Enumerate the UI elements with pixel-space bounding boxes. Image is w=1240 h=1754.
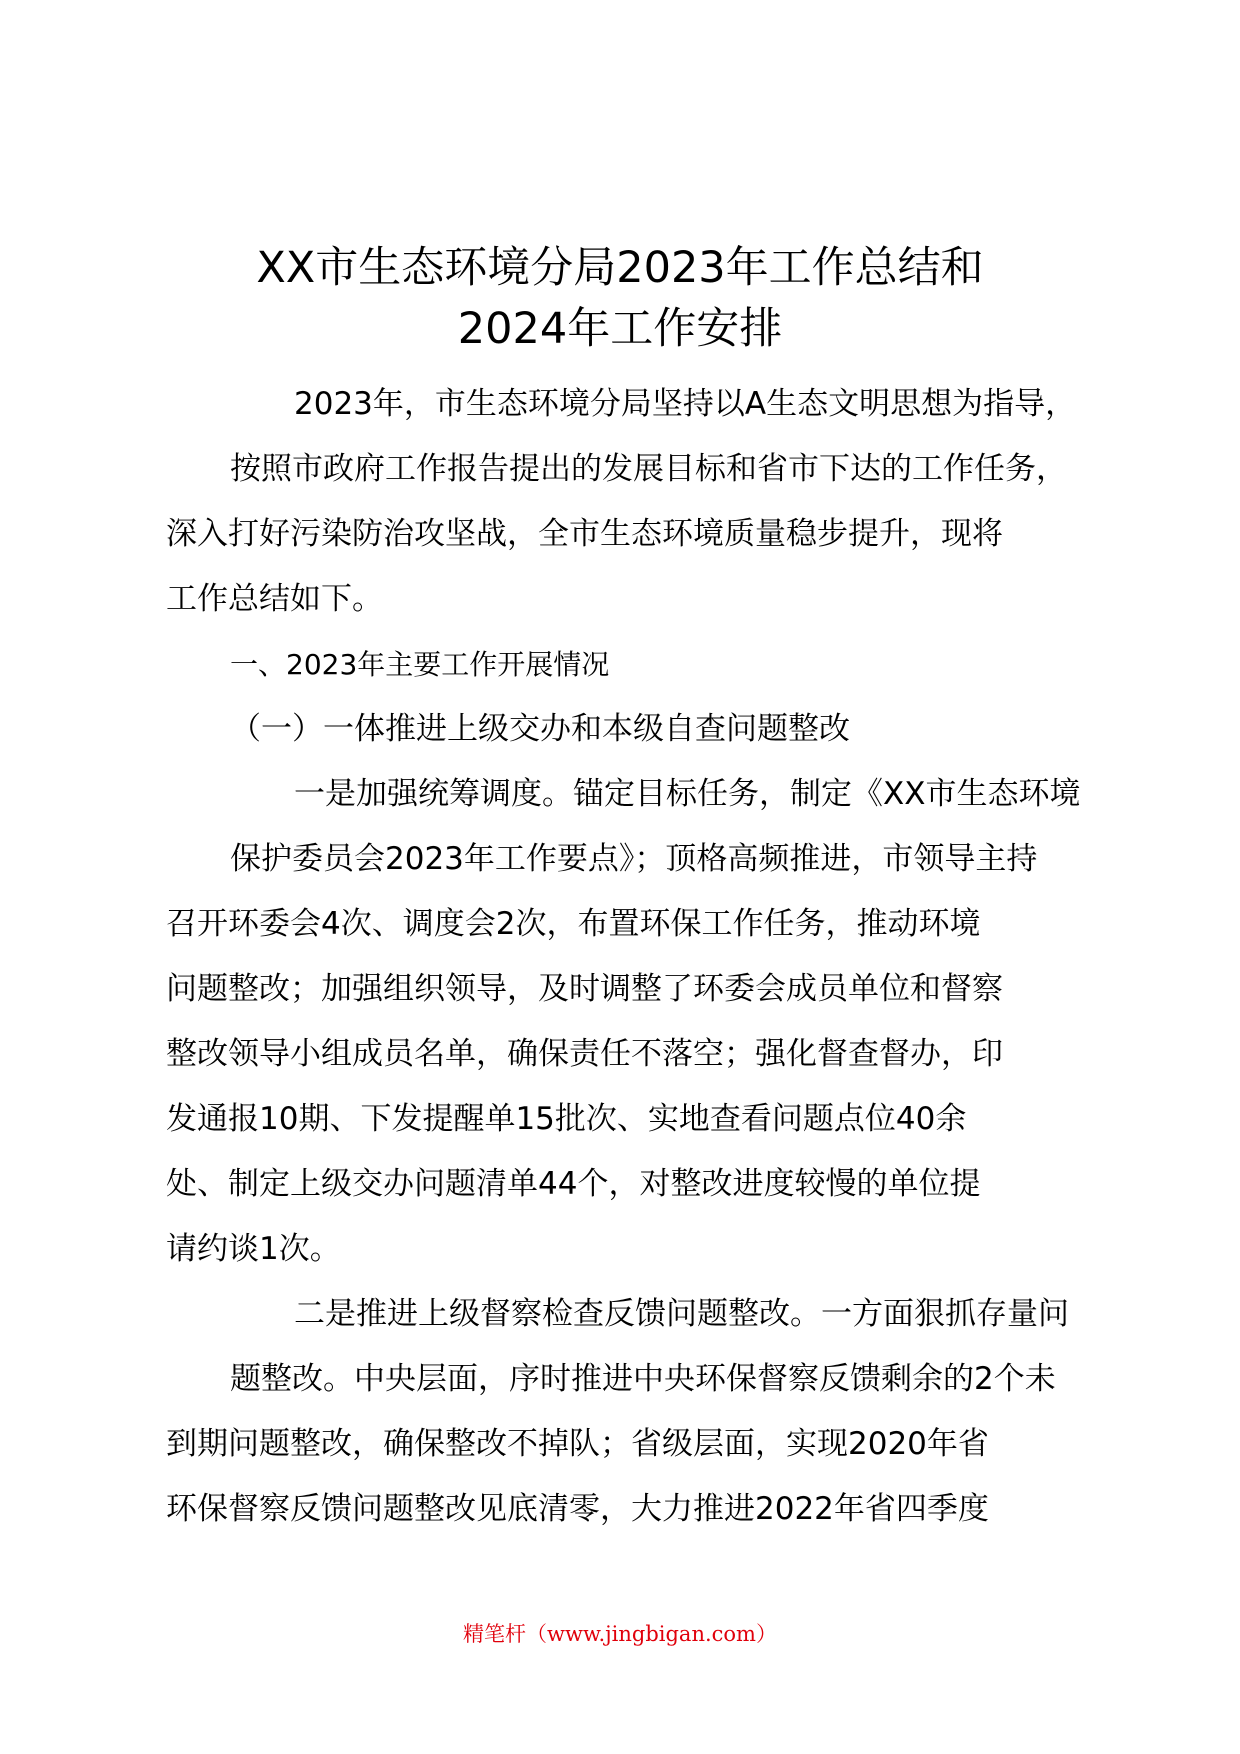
section-heading-1: 一、2023年主要工作开展情况 <box>230 648 610 681</box>
text-line: 二是推进上级督察检查反馈问题整改。一方面狠抓存量问 <box>294 1296 1069 1332</box>
document-body <box>166 372 1086 1542</box>
text-line: 2023年，市生态环境分局坚持以A生态文明思想为指导， <box>294 386 1077 422</box>
text-line: 一是加强统筹调度。锚定目标任务，制定《XX市生态环境 <box>294 776 1081 812</box>
text-line: 按照市政府工作报告提出的发展目标和省市下达的工作任务， <box>230 451 1067 487</box>
text-line: 请约谈1次。 <box>166 1231 341 1267</box>
paragraph-2 <box>166 1282 1086 1542</box>
text-line: 到期问题整改，确保整改不掉队；省级层面，实现2020年省 <box>166 1426 989 1462</box>
text-line: 环保督察反馈问题整改见底清零，大力推进2022年省四季度 <box>166 1491 989 1527</box>
text-line: 召开环委会4次、调度会2次，布置环保工作任务，推动环境 <box>166 906 981 942</box>
intro-paragraph <box>166 372 1086 632</box>
text-line: 问题整改；加强组织领导，及时调整了环委会成员单位和督察 <box>166 971 1003 1007</box>
subsection-heading-1: （一）一体推进上级交办和本级自查问题整改 <box>230 711 850 747</box>
text-line: 处、制定上级交办问题清单44个，对整改进度较慢的单位提 <box>166 1166 981 1202</box>
text-line: 深入打好污染防治攻坚战，全市生态环境质量稳步提升，现将 <box>166 516 1003 552</box>
text-line: 工作总结如下。 <box>166 581 383 617</box>
title-line-1: XX市生态环境分局2023年工作总结和 <box>256 243 984 293</box>
title-line-2: 2024年工作安排 <box>457 304 783 354</box>
footer-watermark: 精笔杆（www.jingbigan.com） <box>463 1622 777 1646</box>
text-line: 发通报10期、下发提醒单15批次、实地查看问题点位40余 <box>166 1101 967 1137</box>
document-title <box>0 238 1240 360</box>
paragraph-1 <box>166 762 1086 1282</box>
text-line: 题整改。中央层面，序时推进中央环保督察反馈剩余的2个未 <box>230 1361 1056 1397</box>
text-line: 保护委员会2023年工作要点》；顶格高频推进，市领导主持 <box>230 841 1038 877</box>
text-line: 整改领导小组成员名单，确保责任不落空；强化督查督办，印 <box>166 1036 1003 1072</box>
